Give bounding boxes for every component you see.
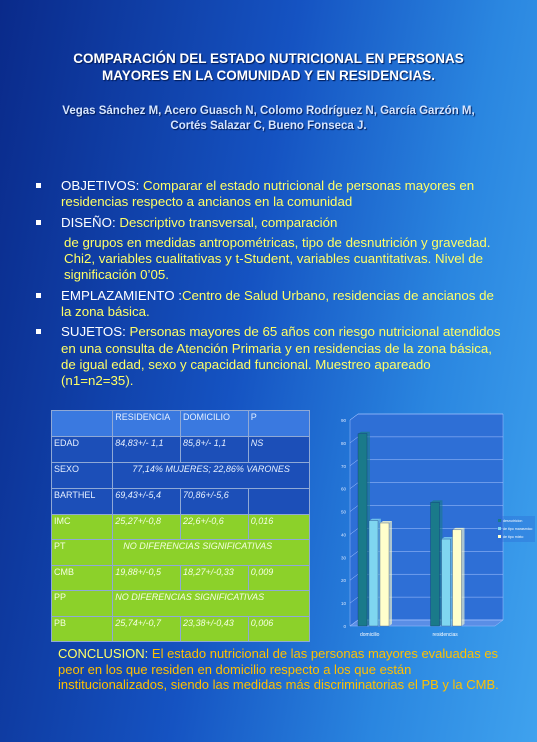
objetivos-item [36,178,506,211]
authors [20,104,517,134]
objetivos-label: OBJETIVOS: [61,178,144,193]
title-line-1: COMPARACIÓN DEL ESTADO NUTRICIONAL EN PERSONAS [73,51,464,66]
authors-line-2: Cortés Salazar C, Bueno Fonseca J. [170,120,367,132]
nutrition-bar-chart [320,408,535,640]
cell-p [248,489,309,515]
row-label: EDAD [52,437,113,463]
table-row [52,463,310,489]
diseno-text: Descriptivo transversal, comparación [119,214,338,230]
cell-domicilio: 23,38+/-0,43 [180,617,248,642]
emplazamiento-item [36,288,506,321]
cell-residencia: 19,88+/-0,5 [113,566,181,591]
table-row [52,617,310,642]
chart-y-tick-label: 70 [340,463,346,469]
table-header-cell: DOMICILIO [180,411,248,437]
bullet-icon [36,183,41,188]
diseno-label: DISEÑO: [61,214,120,230]
cell-p: 0,009 [248,566,309,591]
conclusion [58,646,508,693]
cell-domicilio: 22,6+/-0,6 [180,515,248,540]
cell-residencia: 84,83+/- 1,1 [113,437,181,463]
table-row [52,489,310,515]
table-header-cell: P [248,411,309,437]
chart-y-tick-label: 40 [340,532,346,538]
row-label: BARTHEL [52,489,113,515]
cell-p: NS [248,437,309,463]
chart-y-tick-label: 30 [340,555,346,561]
row-label: CMB [52,566,113,591]
table-row [52,540,310,566]
authors-line-1: Vegas Sánchez M, Acero Guasch N, Colomo Rodríguez N, García Garzón M, [62,105,475,117]
chart-y-tick-label: 60 [340,486,346,492]
chart-bar [453,530,462,626]
methods-list [36,178,506,390]
diseno-continuation [36,235,506,284]
cell-domicilio: 70,86+/-5,6 [180,489,248,515]
table-header-cell [52,411,113,437]
table-header-cell: RESIDENCIA [113,411,181,437]
chart-bar [358,434,367,626]
cell-p: 0,006 [248,617,309,642]
chart-y-tick-label: 80 [340,440,346,446]
bullet-icon [36,220,41,225]
cell-p: 0,016 [248,515,309,540]
chart-legend-entry: desnutricion [503,519,523,523]
cell-merged: 77,14% MUJERES; 22,86% VARONES [113,463,310,489]
chart-x-tick-label: domicilio [360,632,380,638]
title-line-2: MAYORES EN LA COMUNIDAD Y EN RESIDENCIAS. [101,68,436,83]
objetivos-text: Comparar el estado nutricional de personas mayores en residencias respecto a ancianos en la comunidad [61,178,475,210]
chart-legend-entry: de tipo marasmico [503,527,533,531]
cell-residencia: 25,74+/-0,7 [113,617,181,642]
chart-bar [442,539,451,626]
conclusion-label: CONCLUSION: [58,646,152,661]
table-row [52,515,310,540]
cell-merged: NO DIFERENCIAS SIGNIFICATIVAS [113,540,310,566]
row-label: PB [52,617,113,642]
chart-bar [369,521,378,626]
cell-domicilio: 85,8+/- 1,1 [180,437,248,463]
row-label: SEXO [52,463,113,489]
chart-y-tick-label: 20 [340,578,346,584]
chart-x-tick-label: residencias [432,632,458,638]
cell-merged: NO DIFERENCIAS SIGNIFICATIVAS [113,591,310,617]
chart-legend-entry: de tipo mixto [503,535,524,539]
poster-title [20,50,517,84]
results-table [51,410,310,642]
table-row [52,591,310,617]
chart-y-tick-label: 10 [340,601,346,607]
sujetos-text: Personas mayores de 65 años con riesgo nutricional atendidos en una consulta de Atención Primaria y en residencias de la zona básica, de igual edad, sexo y capacidad funcional. Muestreo apareado (n1=n2=35). [61,324,501,389]
bullet-icon [36,329,41,334]
diseno-cont-text: de grupos en medidas antropométricas, tipo de desnutrición y gravedad. Chi2, variables cualitativas y t-Student, variables cuantitativas. Nivel de significación 0’05. [64,234,491,283]
emplazamiento-text: Centro de Salud Urbano, residencias de ancianos de la zona básica. [61,287,494,320]
emplazamiento-label: EMPLAZAMIENTO : [61,287,182,303]
chart-y-tick-label: 50 [340,509,346,515]
cell-domicilio: 18,27+/-0,33 [180,566,248,591]
chart-bar-side [462,528,465,626]
chart-bar [431,502,440,626]
conclusion-text: El estado nutricional de las personas mayores evaluadas es peor en los que residen en domicilio respecto a los que están institucionalizados, siendo las medidas más discriminatorias el PB y la CMB. [58,646,499,693]
chart-legend-swatch [498,519,501,522]
table-row [52,566,310,591]
row-label: PP [52,591,113,617]
table-header-row [52,411,310,437]
chart-bar-side [389,521,392,626]
chart-legend-swatch [498,527,501,530]
diseno-item [36,215,506,231]
cell-residencia: 69,43+/-5,4 [113,489,181,515]
chart-bar [380,523,389,626]
row-label: IMC [52,515,113,540]
chart-y-tick-label: 90 [340,418,346,423]
sujetos-label: SUJETOS: [61,324,130,340]
chart-legend-swatch [498,535,501,538]
table-row [52,437,310,463]
row-label: PT [52,540,113,566]
bullet-icon [36,293,41,298]
chart-y-tick-label: 0 [343,624,346,629]
sujetos-item [36,324,506,389]
cell-residencia: 25,27+/-0,8 [113,515,181,540]
